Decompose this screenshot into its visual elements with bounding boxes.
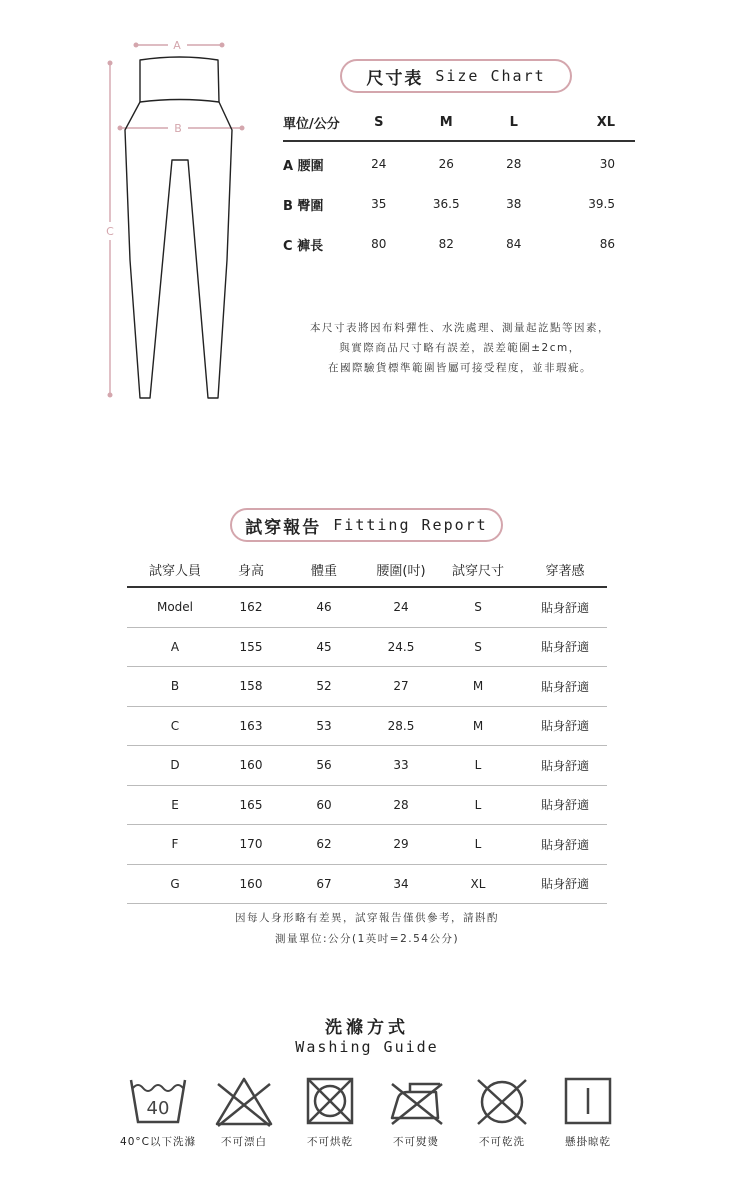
table-cell: 62 [316, 837, 332, 852]
table-cell: 28 [506, 157, 522, 171]
table-cell: 162 [239, 600, 263, 615]
table-cell: G [170, 876, 180, 891]
header-cell: 腰圍(吋) [376, 563, 426, 579]
table-cell: E [171, 797, 179, 812]
table-cell: L [474, 797, 482, 812]
table-cell: 155 [239, 639, 263, 654]
note-line: 本尺寸表將因布料彈性、水洗處理、測量起訖點等因素， [310, 322, 610, 334]
row-label: B 臀圍 [283, 198, 324, 214]
size-chart-header [283, 104, 635, 142]
table-cell: 貼身舒適 [540, 837, 589, 852]
wash-40-icon [128, 1076, 188, 1128]
size-chart-title-zh: 尺寸表 [366, 68, 424, 89]
note-line: 在國際驗貨標準範圍皆屬可接受程度，並非瑕疵。 [328, 362, 592, 374]
table-cell: 26 [438, 157, 454, 171]
table-cell: 56 [316, 758, 332, 773]
leggings-diagram [0, 0, 260, 420]
label-b: B [174, 122, 182, 135]
table-cell: 163 [239, 718, 263, 733]
table-cell: 33 [393, 758, 409, 773]
table-row [127, 786, 607, 826]
table-cell: M [472, 718, 484, 733]
wash-label: 不可漂白 [221, 1136, 267, 1148]
table-cell: D [170, 758, 180, 773]
wash-label: 不可熨燙 [393, 1136, 439, 1148]
table-cell: 52 [316, 679, 332, 694]
row-label: C 褲長 [283, 238, 324, 254]
label-c: C [106, 225, 114, 238]
header-cell: 身高 [237, 563, 264, 579]
table-cell: Model [156, 600, 194, 615]
table-cell: S [474, 639, 482, 654]
table-cell: 29 [393, 837, 409, 852]
table-cell: M [472, 679, 484, 694]
table-cell: 35 [371, 197, 387, 211]
table-row [127, 746, 607, 786]
table-cell: 82 [438, 237, 454, 251]
table-cell: 60 [316, 797, 332, 812]
table-cell: 27 [393, 679, 409, 694]
table-cell: 貼身舒適 [540, 758, 589, 773]
table-cell: 160 [239, 876, 263, 891]
no-bleach-icon [214, 1076, 274, 1128]
fitting-report-title-en: Fitting Report [333, 516, 488, 534]
table-cell: L [474, 837, 482, 852]
table-cell: 貼身舒適 [540, 679, 589, 694]
size-chart-title [340, 59, 572, 93]
size-chart-table [283, 104, 635, 264]
table-cell: 30 [599, 157, 615, 171]
table-cell: 39.5 [588, 197, 615, 211]
size-chart-title-en: Size Chart [435, 67, 546, 85]
header-cell: XL [596, 114, 615, 130]
fitting-report-header [127, 552, 607, 588]
header-cell: L [509, 114, 518, 130]
table-cell: L [474, 758, 482, 773]
table-cell: 24 [393, 600, 409, 615]
header-cell: S [374, 114, 384, 130]
wash-temp: 40 [146, 1098, 170, 1119]
table-cell: 45 [316, 639, 332, 654]
hang-dry-icon [558, 1076, 618, 1128]
header-cell: 試穿尺寸 [451, 563, 504, 579]
wash-label: 不可乾洗 [479, 1136, 525, 1148]
header-cell: 單位/公分 [283, 116, 340, 132]
table-cell: B [170, 679, 180, 694]
fitting-report-note [200, 908, 534, 950]
table-cell: 貼身舒適 [540, 798, 589, 813]
label-a: A [173, 39, 181, 52]
fitting-report-title [230, 508, 503, 542]
table-cell: 46 [316, 600, 332, 615]
table-row [127, 865, 607, 905]
fitting-report-table [127, 552, 607, 904]
table-cell: 28 [393, 797, 409, 812]
table-cell: XL [470, 876, 486, 891]
table-cell: 86 [599, 237, 615, 251]
table-row [283, 224, 635, 264]
wash-label: 不可烘乾 [307, 1136, 353, 1148]
table-cell: 160 [239, 758, 263, 773]
washing-title-zh: 洗滌方式 [325, 1018, 409, 1038]
table-row [127, 588, 607, 628]
table-cell: 38 [506, 197, 522, 211]
no-dry-clean-icon [472, 1076, 532, 1128]
fitting-report-title-zh: 試穿報告 [245, 517, 322, 538]
table-cell: 28.5 [387, 718, 415, 733]
table-cell: S [474, 600, 482, 615]
table-cell: 165 [239, 797, 263, 812]
table-cell: 貼身舒適 [540, 600, 589, 615]
wash-label: 懸掛晾乾 [565, 1136, 611, 1148]
header-cell: M [439, 114, 453, 130]
table-row [127, 667, 607, 707]
header-cell: 穿著感 [545, 563, 585, 579]
table-cell: 170 [239, 837, 263, 852]
row-label: A 腰圍 [283, 158, 324, 174]
table-cell: 36.5 [432, 197, 460, 211]
table-row [127, 707, 607, 747]
size-chart-note [260, 318, 660, 378]
table-cell: C [170, 718, 180, 733]
table-cell: 67 [316, 876, 332, 891]
table-cell: 24 [371, 157, 387, 171]
table-cell: 24.5 [387, 639, 415, 654]
table-cell: 貼身舒適 [540, 719, 589, 734]
table-row [283, 184, 635, 224]
wash-label: 40°C以下洗滌 [120, 1136, 196, 1148]
header-cell: 體重 [310, 563, 337, 579]
no-tumble-dry-icon [300, 1076, 360, 1128]
table-cell: 34 [393, 876, 409, 891]
no-iron-icon [386, 1076, 446, 1128]
table-cell: 80 [371, 237, 387, 251]
table-cell: 158 [239, 679, 263, 694]
note-line: 因每人身形略有差異，試穿報告僅供參考，請斟酌 [235, 912, 499, 924]
washing-title-en: Washing Guide [295, 1038, 439, 1056]
note-line: 測量單位:公分(1英吋=2.54公分) [274, 933, 460, 945]
table-row [283, 144, 635, 184]
table-row [127, 825, 607, 865]
table-row [127, 628, 607, 668]
table-cell: 84 [506, 237, 522, 251]
table-cell: 貼身舒適 [540, 640, 589, 655]
table-cell: A [170, 639, 180, 654]
table-cell: 53 [316, 718, 332, 733]
table-cell: 貼身舒適 [540, 877, 589, 892]
table-cell: F [171, 837, 179, 852]
note-line: 與實際商品尺寸略有誤差，誤差範圍±2cm， [339, 342, 581, 354]
header-cell: 試穿人員 [148, 563, 201, 579]
